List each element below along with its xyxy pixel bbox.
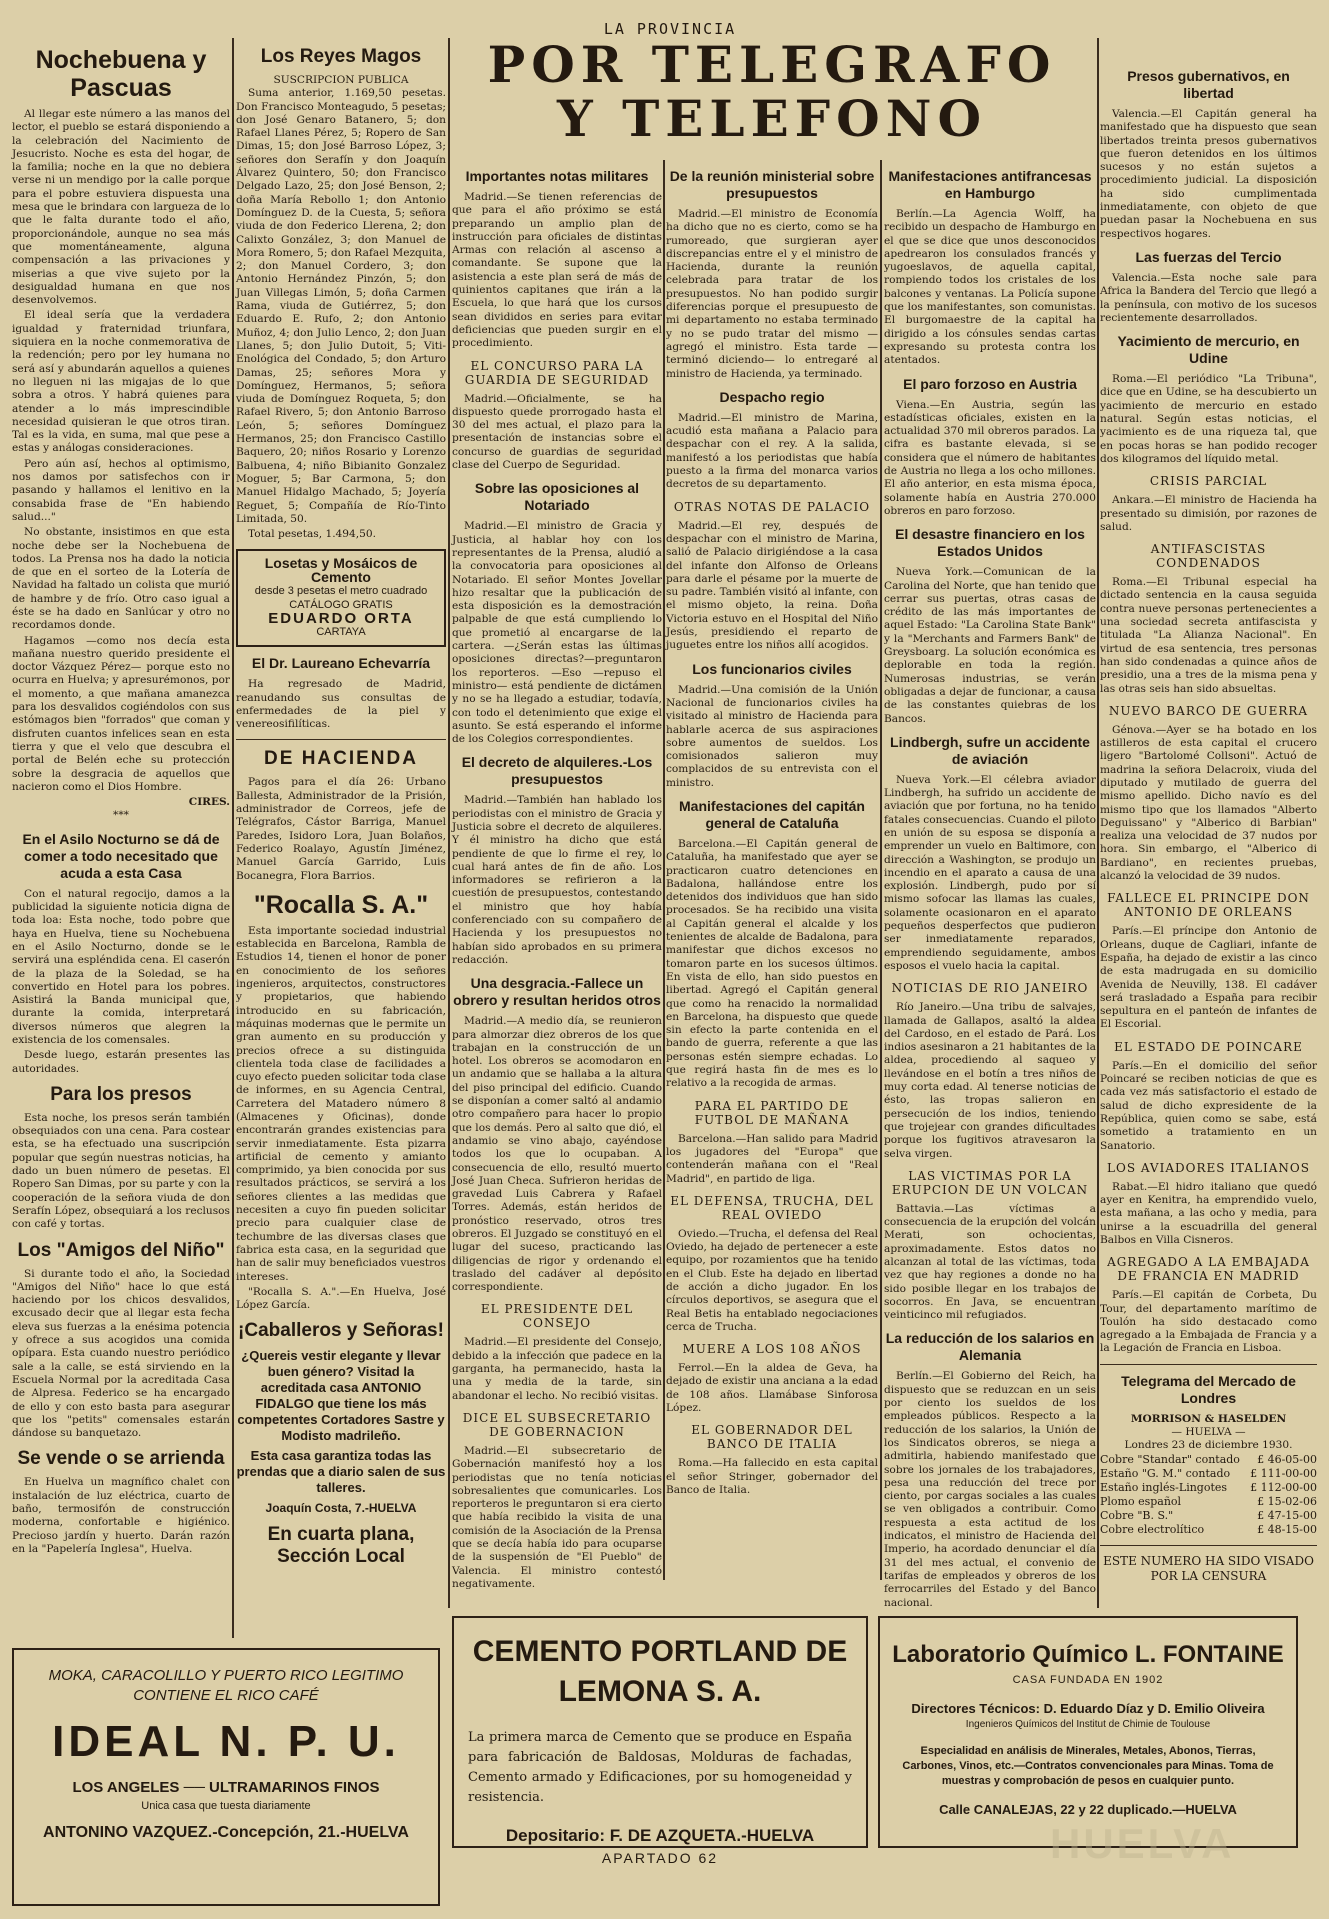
headline: Manifestaciones del capitán general de Cataluña — [679, 797, 865, 831]
main-headline — [452, 35, 1092, 156]
ad-line: LOS ANGELES ── ULTRAMARINOS FINOS — [72, 1779, 380, 1796]
price-row — [1100, 1481, 1317, 1495]
headline: EL GOBERNADOR DEL BANCO DE ITALIA — [691, 1423, 853, 1452]
signature: CIRES. — [188, 796, 230, 809]
article-text: Valencia.—El Capitán general ha manifestado que ha dispuesto que sean libertados treinta presos gubernativos que fueron detenidos en los últimos sucesos y no están sujetos a procedimiento judicial. La disposición ha sido cumplimentada inmediatamente, con objeto de que puedan pasar la Nochebuena en sus respectivos hogares. — [1100, 108, 1317, 240]
article-text: Pagos para el día 26: Urbano Ballesta, Administrador de la Prisión, administrador de Correos, jefe de Telégrafos, Cástor Barriga, Manuel Paredes, Isidoro Lora, Juan Bolaños, Federico Roalayo, Agustín Jiménez, Manuel García Garrido, Luis Bocanegra, Flora Barrios. — [236, 776, 446, 882]
headline-caballeros: ¡Caballeros y Señoras! — [238, 1320, 444, 1342]
subheading: SUSCRIPCION PUBLICA — [273, 74, 409, 86]
ad-line: Depositario: F. DE AZQUETA.-HUELVA — [505, 1826, 815, 1845]
article-text: Madrid.—Se tienen referencias de que para el año próximo se está preparando un amplio plan de instrucción para oficiales de distintas Armas con relación al ascenso a comandante. Se supone que la asistencia a este plan será de más de quinientos capitanes que irán a la Escuela, lo que hará que los cursos sean divididos en series para evitar deficiencias que pueden surgir en el procedimiento. — [452, 191, 662, 350]
headline: NOTICIAS DE RIO JANEIRO — [891, 981, 1089, 996]
ad-line: CASA FUNDADA EN 1902 — [1012, 1674, 1164, 1686]
article-text: Roma.—Ha fallecido en esta capital el señor Stringer, gobernador del Banco de Italia. — [666, 1457, 878, 1496]
headline: Las fuerzas del Tercio — [1135, 248, 1282, 265]
article-text: Si durante todo el año, la Sociedad "Amigos del Niño" hace lo que está haciendo por los chicos desvalidos, excusado decir que al llegar esta fecha eleva sus fuerzas a la enésima potencia y ofrece a sus acogidos una comida opípara. Esta cuando nuestro periódico sale a la calle, se está sirviendo en la Escuela Normal por la acreditada Casa de Alpresa. Federico se ha encargado de ello y con esto basta para asegurar que los "petits" comensales estarán dándose su banquetazo. — [12, 1267, 230, 1440]
ad-cemento-lemona — [452, 1616, 868, 1866]
article-text: No obstante, insistimos en que esta noche debe ser la Nochebuena de todos. La Prensa nos ha dado la noticia de que en el sorteo de la Lotería de Navidad ha faltado un colista que murió de hambre y de frío. Otro caso igual a éste se ha dado en Sanlúcar y otro no recordamos donde. — [12, 526, 230, 632]
headline: El decreto de alquileres.-Los presupuestos — [461, 754, 653, 788]
article-text: Barcelona.—El Capitán general de Cataluña, ha manifestado que ayer se practicaron cuatro detenciones en Badalona, hallándose entre los detenidos dos individuos que han sido procesados. Se ha recibido una visita al Capitán general el alcalde y los tenientes de alcalde de Badalona, para manifestar que dichos excesos no tomaron parte en los sucesos últimos. En vista de ello, han sido puestos en libertad. Agregó el Capitán general que como ha renacido la normalidad en Barcelona, ha dispuesto que quede sin efecto la parte contenida en el bando de guerra, referente a que las personas estén siempre echadas. Lo que regirá hasta fin de mes es lo relativo a la recogida de armas. — [666, 837, 878, 1090]
headline: EL ESTADO DE POINCARE — [1114, 1039, 1303, 1054]
headline: LAS VICTIMAS POR LA ERUPCION DE UN VOLCAN — [891, 1168, 1089, 1197]
article-text: Oviedo.—Trucha, el defensa del Real Oviedo, ha dejado de pertenecer a este equipo, por rozamientos que ha tenido en el Club. Este ha dejado en libertad de acción a dicho jugador. En los círculos deportivos, se asegura que el Real Betis ha entablado negociaciones cerca de Trucha. — [666, 1227, 878, 1333]
ad-title: Laboratorio Químico L. FONTAINE — [892, 1641, 1284, 1668]
headline: MUERE A LOS 108 AÑOS — [682, 1342, 862, 1357]
article-text: Nueva York.—Comunican de la Carolina del Norte, que han tenido que cerrar sus puertas, otras casas de crédito de las más importantes de aquel Estado: "La Carolina State Bank" y la "Merchants and Farmers Bank" de Greysboarg. La solución económica es deplorable en toda la región. Numerosas industrias, se verán obligadas a dejar de funcionar, a causa de las constantes quiebras de los Bancos. — [884, 566, 1096, 725]
headline: Sobre las oposiciones al Notariado — [474, 480, 640, 514]
headline: Una desgracia.-Fallece un obrero y resultan heridos otros — [453, 975, 661, 1009]
price-value: £ 46-05-00 — [1257, 1452, 1317, 1466]
headline: OTRAS NOTAS DE PALACIO — [673, 499, 871, 514]
article-text: Esta noche, los presos serán también obsequiados con una cena. Para costear esta, se ha efectuado una suscripción popular que según nuestras noticias, ha dado un buen número de pesetas. El Ropero San Dimas, por su parte y con la cooperación de la señora viuda de don Serafín López, obsequiará a los reclusos con café y tortas. — [12, 1111, 230, 1231]
ad-text: Esta casa garantiza todas las prendas que a diario salen de sus talleres. — [236, 1448, 446, 1496]
main-headline-line-2: Y TELEFONO — [557, 89, 987, 148]
article-text: Viena.—En Austria, según las estadísticas oficiales, existen en la actualidad 370 mil obreros parados. La cifra es bastante elevada, si se considera que el número de habitantes de Austria no llega a los ocho millones. El año anterior, en esta misma época, solamente había en Austria 270.000 obreros en paro forzoso. — [884, 398, 1096, 517]
price-date: Londres 23 de diciembre 1930. — [1124, 1439, 1293, 1452]
archive-watermark: HUELVA — [1050, 1820, 1235, 1867]
article-text: Rabat.—El hidro italiano que quedó ayer en Kenitra, ha emprendido vuelo, esta mañana, a las ocho y media, para unirse a la escuadrilla del general Balbos en Villa Cisneros. — [1100, 1180, 1317, 1246]
headline: Lindbergh, sufre un accidente de aviación — [890, 733, 1090, 767]
censor-notice: ESTE NUMERO HA SIDO VISADO POR LA CENSURA — [1103, 1553, 1314, 1583]
column-rule — [880, 160, 882, 1580]
price-row — [1100, 1523, 1317, 1537]
column-1 — [12, 38, 230, 1638]
column-rule — [663, 160, 665, 1580]
ad-line: CARTAYA — [316, 626, 366, 639]
article-text: Berlín.—El Gobierno del Reich, ha dispuesto que se reduzcan en un seis por ciento los sueldos de los empleados públicos. Respecto a la reducción de los salarios, la Unión de los Sindicatos obreros, se niega a admitirla, habiendo manifestado que sobre los jornales de los trabajadores, pesa una reducción del trece por ciento, por cargas sociales a las cuales se ven obligados a contribuir. Como respuesta a esta actitud de los indicatos, el ministro de Hacienda del Imperio, ha acordado denunciar el día 31 del mes actual, el convenio de tarifas de empleados y obreros de los ferrocarriles del Estado y del Banco nacional. — [884, 1370, 1096, 1609]
price-label: Estaño "G. M." contado — [1100, 1466, 1231, 1480]
ad-address: Joaquín Costa, 7.-HUELVA — [265, 1501, 417, 1516]
divider — [1100, 1545, 1317, 1546]
headline: La reducción de los salarios en Alemania — [885, 1330, 1095, 1364]
firm-name: MORRISON & HASELDEN — [1130, 1412, 1287, 1425]
ad-line: Ingenieros Químicos del Institut de Chimie de Toulouse — [965, 1719, 1211, 1730]
article-text: Con el natural regocijo, damos a la publicidad la siguiente noticia digna de toda loa: Esta noche, todo pobre que haya en Huelva, tiene su Nochebuena en el Asilo Nocturno, donde se le servirá una espléndida cena. El caserón de la plaza de la Soledad, se ha convertido en Hotel para los pobres. Asistirá la Banda municipal que, durante la comida, interpretará diversos números que alegren la existencia de los comensales. — [12, 887, 230, 1046]
price-value: £ 15-02-06 — [1257, 1494, 1317, 1508]
column-3 — [452, 160, 662, 1590]
headline-echevarria: El Dr. Laureano Echevarría — [251, 655, 431, 672]
headline: Yacimiento de mercurio, en Udine — [1117, 333, 1300, 367]
ad-line: Unica casa que tuesta diariamente — [141, 1800, 311, 1812]
headline: NUEVO BARCO DE GUERRA — [1108, 703, 1309, 718]
firm-city: — HUELVA — — [1171, 1426, 1246, 1439]
article-text: Madrid.—A medio día, se reunieron para almorzar diez obreros de los que trabajan en la construcción de un hotel. Los obreros se acomodaron en un andamio que se hallaba a la altura del piso principal del edificio. Cuando se disponían a comer saltó al andamio otro compañero para hacer lo propio que los demás. Pero al salto que dió, el andamio se vino abajo, cayéndose todos los que lo ocupaban. A consecuencia de ello, resultó muerto José Juan Checa. Sufrieron heridas de gravedad Luis Cabrera y Rafael Torres. Además, están heridos de pronóstico reservado, otros tres obreros. El Juzgado se constituyó en el lugar del suceso, practicando las diligencias de rigor y ordenando el traslado del cadáver al depósito correspondiente. — [452, 1015, 662, 1294]
article-text: Suma anterior, 1.169,50 pesetas. Don Francisco Monteagudo, 5 pesetas; don José Genaro Batanero, 5; don Rafael Llanes Pérez, 5; Ropero de San Dimas, 15; don José Barroso López, 3; señores don Serafín y don Joaquín Álvarez Quintero, 50; don Francisco Delgado Lazo, 25; don José Benson, 2; doña María Rebollo 1; don Antonio Domínguez D. de la Cuesta, 5; señora viuda de don Federico Llerena, 2; don Calixto González, 3; don Manuel de Mora Romero, 5; don Rafael Mezquita, 2; don Manuel Cordero, 3; don Antonio Hernández Pinzón, 5; don Juan Villegas Limón, 5; doña Carmen Rama, viuda de Gutiérrez, 5; don Eduardo E. Rufo, 2; don Antonio Muñoz, 4; don Julio Lenco, 2; don Juan Llanes, 5; don Julio Dutoit, 5; Viti-Enológica del Condado, 5; don Arturo Damas, 25; señores Mora y Domínguez, Hermanos, 5; señora viuda de Domínguez Roqueta, 5; don Rafael Rivero, 5; don Antonio Barroso León, 5; señores Domínguez Hermanos, 25; don Francisco Castillo Baquero, 20; niños Rosario y Lorenzo Balbuena, 4; niño Bibianito Gonzalez Moguer, 5; Bar Carmona, 5; don Manuel Hidalgo Machado, 5; Joyería Reguet, 5; Compañía de Río-Tinto Limitada, 50. — [236, 87, 446, 525]
ad-line: desde 3 pesetas el metro cuadrado — [254, 584, 428, 597]
article-text: Ferrol.—En la aldea de Geva, ha dejado de existir una anciana a la edad de 108 años. Llamábase Sinforosa López. — [666, 1362, 878, 1415]
headline-telegrama: Telegrama del Mercado de Londres — [1121, 1372, 1296, 1406]
headline: EL PRESIDENTE DEL CONSEJO — [480, 1302, 634, 1331]
article-text: Esta importante sociedad industrial establecida en Barcelona, Rambla de Estudios 14, tienen el honor de poner en conocimiento de los señores ingenieros, arquitectos, constructores y propietarios, que habiendo introducido en su fabricación, máquinas modernas que le permite un gran aumento en su producción y precios ofrece a su distinguida clientela toda clase de facilidades a cuyo efecto pueden solicitar toda clase de informes, en su Agencia Central, Carretera del Matadero número 8 (Almacenes y Oficinas), donde encontrarán grandes existencias para servir inmediatamente. Esta pizarra artificial de cemento y amianto comprimido, ya bien conocida por sus resultados prácticos, se servirá a los señores clientes a las medidas que necesiten a cuyo fin pueden solicitar precio para cualquier clase de techumbre de las diversas clases que fabrica esta casa, en la seguridad que han de salir muy beneficiados vuestros intereses. — [236, 924, 446, 1283]
headline-asilo: En el Asilo Nocturno se dá de comer a todo necesitado que acuda a esta Casa — [22, 830, 220, 881]
article-text: "Rocalla S. A.".—En Huelva, José López García. — [236, 1285, 446, 1312]
article-text: Valencia.—Esta noche sale para Africa la Bandera del Tercio que llegó a la península, con motivo de los sucesos recientemente desarrollados. — [1100, 271, 1317, 324]
headline: ANTIFASCISTAS CONDENADOS — [1150, 542, 1267, 571]
article-text: París.—El capitán de Corbeta, Du Tour, del departamento marítimo de Toulón ha sido destacado como agregado a la Embajada de Francia y a la Legación de Francia en Lisboa. — [1100, 1289, 1317, 1355]
ad-text: Especialidad en análisis de Minerales, Metales, Abonos, Tierras, Carbones, Vinos, etc.—Contratos convencionales para Minas. Toma de muestras y comprobación de pesos en cualquier punto. — [902, 1745, 1274, 1787]
headline: Presos gubernativos, en libertad — [1127, 68, 1290, 101]
headline: De la reunión ministerial sobre presupuestos — [669, 168, 875, 201]
headline: FALLECE EL PRINCIPE DON ANTONIO DE ORLEANS — [1107, 891, 1310, 920]
headline: Manifestaciones antifrancesas en Hamburgo — [888, 168, 1092, 201]
article-text: Barcelona.—Han salido para Madrid los jugadores del "Europa" que contenderán mañana con el "Real Madrid", en partido de liga. — [666, 1132, 878, 1185]
price-value: £ 48-15-00 — [1257, 1522, 1317, 1536]
price-label: Cobre "B. S." — [1100, 1508, 1174, 1522]
article-text: Roma.—El periódico "La Tribuna", dice que en Udine, se ha descubierto un yacimiento de mercurio en estado natural. Según estas noticias, el yacimiento es de una riqueza tal, que en pocas horas se han podido recoger dos kilogramos del líquido metal. — [1100, 373, 1317, 465]
price-value: £ 111-00-00 — [1250, 1466, 1317, 1480]
column-rule — [448, 38, 450, 1608]
article-text: El ideal sería que la verdadera igualdad y fraternidad triunfara, siquiera en la noche conmemorativa de la redención; pero por ley humana no será así y abundarán aquellos a quienes no lleguen ni las migajas de lo que sobra a otros. Y habrá quienes para atender a lo más imprescindible necesidad quisieran le que otros tiran. Tal es la vida, en suma, mal que pese a estas y análogas consideraciones. — [12, 309, 230, 455]
column-6 — [1100, 60, 1317, 1610]
headline-cuarta-plana: En cuarta plana, Sección Local — [267, 1524, 415, 1568]
ad-line: APARTADO 62 — [601, 1850, 719, 1866]
article-text: Madrid.—El ministro de Marina, acudió esta mañana a Palacio para despachar con el rey. A la salida, manifestó a los periodistas que había puesto a la firma del monarca varios decretos de su departamento. — [666, 411, 878, 491]
headline-rocalla: "Rocalla S. A." — [253, 890, 429, 919]
headline-se-vende: Se vende o se arrienda — [17, 1448, 225, 1470]
ad-ideal-npu — [12, 1648, 440, 1906]
headline: EL DEFENSA, TRUCHA, DEL REAL OVIEDO — [670, 1193, 874, 1222]
headline-presos: Para los presos — [50, 1083, 192, 1105]
price-row — [1100, 1495, 1317, 1509]
headline-nochebuena: Nochebuena y Pascuas — [35, 46, 207, 102]
article-text: Madrid.—El ministro de Economía ha dicho que no es cierto, como se ha rumoreado, que surgieran ayer discrepancias entre el y el ministro de Hacienda, durante la reunión celebrada para tratar de los presupuestos. No han podido surgir diferencias porque el presupuesto de mi departamento no estaba terminado y no se pudo tratar del mismo —agregó el ministro. Esta tarde —terminó diciendo— lo entregaré al ministro de Hacienda, ya terminado. — [666, 208, 878, 380]
article-text: Génova.—Ayer se ha botado en los astilleros de esta capital el crucero ligero "Bartolomé Collsoni". Actuó de madrina la señora Delacroix, viuda del diputado y mutilado de guerra del mismo apellido. Dicho navío es del mismo tipo que los llamados "Alberto Deguissano" y "Alberico di Barbian" realiza una velocidad de 37 nudos por hora. Sin embargo, el "Alberico di Bardiano", en recientes pruebas, alcanzó la velocidad de 39 nudos. — [1100, 723, 1317, 883]
separator-stars: *** — [113, 809, 129, 822]
article-text: Total pesetas, 1.494,50. — [248, 528, 376, 541]
ad-line: ANTONINO VAZQUEZ.-Concepción, 21.-HUELVA — [43, 1824, 409, 1841]
divider — [236, 739, 446, 740]
article-text: Madrid.—El presidente del Consejo, debido a la infección que padece en la garganta, ha permanecido, hasta la una y media de la tarde, sin abandonar el lecho. No recibió visitas. — [452, 1336, 662, 1402]
price-value: £ 47-15-00 — [1257, 1508, 1317, 1522]
ad-line: MOKA, CARACOLILLO Y PUERTO RICO LEGITIMO — [48, 1667, 404, 1684]
ad-title: CEMENTO PORTLAND DE LEMONA S. A. — [472, 1635, 848, 1708]
article-text: Madrid.—Oficialmente, se ha dispuesto quede prorrogado hasta el 30 del mes actual, el plazo para la presentación de instancias sobre el concurso de guardias de seguridad clase del Cuerpo de Seguridad. — [452, 392, 662, 472]
headline: LOS AVIADORES ITALIANOS — [1107, 1160, 1310, 1175]
price-label: Cobre electrolítico — [1100, 1522, 1205, 1536]
ad-line: EDUARDO ORTA — [268, 609, 414, 627]
price-row — [1100, 1467, 1317, 1481]
article-text: Hagamos —como nos decía esta mañana nuestro querido presidente el doctor Vázquez Pérez— porque esto no ocurra en Huelva; y apresurémonos, por el momento, a que mañana amanezca para los desvalidos cogiéndolos con sus estómagos bien "forrados" que coman y disfruten cuantos infelices sean en esta tierra y que el velo que descubra el portal de Belén eche su protección sobre la desgracia de aquellos que nacieron como el Dios Hombre. — [12, 634, 230, 793]
divider — [1100, 1364, 1317, 1365]
ad-title: Losetas y Mosáicos de Cemento — [264, 555, 418, 585]
article-text: Roma.—El Tribunal especial ha dictado sentencia en la causa seguida contra nueve personas pertenecientes a una sociedad secreta antifascista y titulada "La Alianza Nacional". En virtud de esa sentencia, tres personas han sido condenadas a quince años de presidio, una a tres de la misma pena y las otras seis han sido absueltas. — [1100, 576, 1317, 695]
article-text: Madrid.—El rey, después de despachar con el ministro de Marina, salió de Palacio dirigiéndose a la casa del infante don Alfonso de Orleans para darle el pésame por la muerte de su padre. También visitó al infante, con el mismo objeto, la reina. Doña Victoria estuvo en el Hospital del Niño Jesús, presidiendo el reparto de juguetes entre los niños allí acogidos. — [666, 519, 878, 652]
ad-line: CONTIENE EL RICO CAFÉ — [133, 1687, 319, 1704]
headline: EL CONCURSO PARA LA GUARDIA DE SEGURIDAD — [464, 358, 650, 387]
headline: Los funcionarios civiles — [692, 660, 852, 677]
headline: El paro forzoso en Austria — [903, 375, 1077, 392]
ad-line: CATÁLOGO GRATIS — [289, 598, 393, 611]
page-header: LA PROVINCIA — [603, 20, 737, 38]
ad-losetas — [236, 549, 446, 647]
column-rule — [1097, 38, 1099, 1608]
article-text: Pero aún así, hechos al optimismo, nos damos por satisfechos con ir pasando y hallamos el lenitivo en la consabida frase de "En habiendo salud..." — [12, 457, 230, 523]
headline-amigos-nino: Los "Amigos del Niño" — [17, 1239, 225, 1261]
headline: Importantes notas militares — [465, 168, 649, 184]
price-list — [1100, 1453, 1317, 1537]
headline: El desastre financiero en los Estados Unidos — [895, 526, 1085, 560]
article-text: Madrid.—El subsecretario de Gobernación manifestó hoy a los periodistas que no tenía noticias sobresalientes que comunicarles. Los reporteros le preguntaron si era cierto que había recibido la visita de una comisión de la Asociación de la Prensa que se decía había ido para ocuparse de la suspensión de "El Pueblo" de Valencia. El ministro contestó negativamente. — [452, 1444, 662, 1590]
price-row — [1100, 1453, 1317, 1467]
main-headline-line-1: POR TELEGRAFO — [487, 35, 1057, 94]
headline-reyes-magos: Los Reyes Magos — [260, 46, 422, 67]
ad-laboratorio-fontaine — [878, 1616, 1298, 1848]
headline: AGREGADO A LA EMBAJADA DE FRANCIA EN MADRID — [1107, 1255, 1310, 1284]
article-text: Madrid.—Una comisión de la Unión Nacional de funcionarios civiles ha visitado al ministro de Hacienda para hablarle acerca de sus aspiraciones sobre aumentos de sueldos. Los comisionados salieron muy complacidos de su entrevista con el ministro. — [666, 683, 878, 789]
headline-hacienda: DE HACIENDA — [264, 748, 418, 770]
article-text: Desde luego, estarán presentes las autoridades. — [12, 1049, 230, 1075]
ad-line: Calle CANALEJAS, 22 y 22 duplicado.—HUELVA — [939, 1802, 1237, 1817]
price-row — [1100, 1509, 1317, 1523]
headline: Despacho regio — [719, 388, 825, 405]
article-text: Ha regresado de Madrid, reanudando sus consultas de enfermedades de la piel y venereosifilíticas. — [236, 678, 446, 731]
price-label: Plomo español — [1100, 1494, 1182, 1508]
article-text: París.—El príncipe don Antonio de Orleans, duque de Cagliari, infante de España, ha dejado de existir a las cinco de esta madrugada en su domicilio Avenida de Neuvilly, 138. El cadáver será trasladado a España para recibir sepultura en el panteón de infantes de El Escorial. — [1100, 925, 1317, 1031]
headline: CRISIS PARCIAL — [1149, 474, 1268, 489]
column-4 — [666, 160, 878, 1580]
ad-title: IDEAL N. P. U. — [52, 1717, 400, 1766]
ad-text: ¿Quereis vestir elegante y llevar buen género? Visitad la acreditada casa ANTONIO FIDALGO que tiene los más competentes Cortadores Sastre y Modisto madrileño. — [237, 1348, 445, 1444]
ad-line: Directores Técnicos: D. Eduardo Díaz y D. Emilio Oliveira — [911, 1701, 1265, 1716]
column-5 — [884, 160, 1096, 1609]
article-text: París.—En el domicilio del señor Poincaré se reciben noticias de que es cada vez más satisfactorio el estado de salud de dicho expresidente de la República, quien como se sabe, está sometido a tratamiento en un Sanatorio. — [1100, 1059, 1317, 1152]
price-label: Estaño inglés-Lingotes — [1100, 1480, 1228, 1494]
column-rule — [232, 38, 234, 1638]
article-text: En Huelva un magnífico chalet con instalación de luz eléctrica, cuarto de baño, termosifón de construcción moderna, confortable e higiénico. Precioso jardín y huerto. Darán razón en la "Papelería Inglesa", Huelva. — [12, 1476, 230, 1555]
price-label: Cobre "Standar" contado — [1100, 1452, 1240, 1466]
article-text: Madrid.—También han hablado los periodistas con el ministro de Gracia y Justicia sobre el decreto de alquileres. Y él ministro ha dicho que está pendiente de que lo firme el rey, lo cual hará antes de fin de año. Los informadores se refirieron a la cuestión de presupuestos, contestando el ministro que hoy había conferenciado con su compañero de Hacienda y los presupuestos no habían sido aprobados en su primera redacción. — [452, 794, 662, 966]
article-text: Nueva York.—El célebra aviador Lindbergh, ha sufrido un accidente de aviación que por fortuna, no ha tenido fatales consecuencias. Cuando el piloto en unión de su esposa se disponía a emprender un vuelo en Baltimore, con dirección a Washington, se produjo un incendio en el aparato a causa de una explosión. Lindbergh, pudo por sí mismo sofocar las llamas las cuales, solamente ocasionaron en el aparato pequeños desperfectos que pudieron ser inmediatamente reparados, emprendiendo seguidamente, ambos esposos el vuelo hacia la capital. — [884, 773, 1096, 972]
headline: PARA EL PARTIDO DE FUTBOL DE MAÑANA — [694, 1098, 850, 1127]
price-value: £ 112-00-00 — [1250, 1480, 1317, 1494]
column-2 — [236, 38, 446, 1618]
article-text: Río Janeiro.—Una tribu de salvajes, llamada de Gallapos, asaltó la aldea del Cardoso, en el estado de Pará. Los indios asesinaron a 21 habitantes de la aldea, procediendo al saqueo y llevándose en el botín a tres niños de muy corta edad. Al tenerse noticias de ésto, las tropas salieron en persecución de los indios, teniendo que trojejear con grandes dificultades porque los fugitivos atravesaron la selva virgen. — [884, 1001, 1096, 1160]
article-text: Berlín.—La Agencia Wolff, ha recibido un despacho de Hamburgo en el que se dice que unos desconocidos apedrearon los consulados francés y yugoeslavos, de aquella capital, rompiendo todos los cristales de los balcones y ventanas. La Policía supone que los manifestantes, son comunistas. El burgomaestre de la capital ha dirigido a los cónsules sendas cartas expresando su protesta contra los atentados. — [884, 208, 1096, 367]
article-text: Battavia.—Las víctimas a consecuencia de la erupción del volcán Merati, son ochocientas, aproximadamente. Estos datos no alcanzan al total de las víctimas, toda vez que hay regiones a donde no ha sido posible llegar en los trabajos de socorros. En Java, se encuentran veinticinco mil refugiados. — [884, 1202, 1096, 1322]
article-text: Al llegar este número a las manos del lector, el pueblo se estará disponiendo a la celebración del Nacimiento de Jesucristo. Noche es esta del hogar, de la familia; noche en la que no debiera verse ni un mendigo por la calle porque para el pobre estuviera dispuesta una mesa que le brindara con largueza de lo que le falta durante todo el año, proporcionándole, aunque no sea más que momentáneamente, alguna compensación a las privaciones y miserias a que vive sujeto por la desigualdad humana en que nos desenvolvemos. — [12, 108, 230, 307]
ad-text: La primera marca de Cemento que se produce en España para fabricación de Baldosas, Molduras de fachadas, Cemento armado y Edificaciones, por su homogeneidad y resistencia. — [468, 1730, 852, 1805]
article-text: Madrid.—El ministro de Gracia y Justicia, al hablar hoy con los representantes de la Prensa, aludió a la convocatoria para oposiciones al Notariado. El señor Montes Jovellar hizo resaltar que la publicación de esta disposición es la demostración palpable de que está cumpliendo lo que prometió al encargarse de la cartera. —¿Serán estas las últimas oposiciones directas?—preguntaron los reporteros. —Eso —repuso el ministro— está pendiente de dictámen y no se ha llegado a estudiar, todavía, con todo el detenimiento que exige el asunto. Se está esperando el informe de los Colegios correspondientes. — [452, 520, 662, 746]
article-text: Ankara.—El ministro de Hacienda ha presentado su dimisión, por razones de salud. — [1100, 494, 1317, 533]
headline: DICE EL SUBSECRETARIO DE GOBERNACION — [462, 1410, 652, 1439]
